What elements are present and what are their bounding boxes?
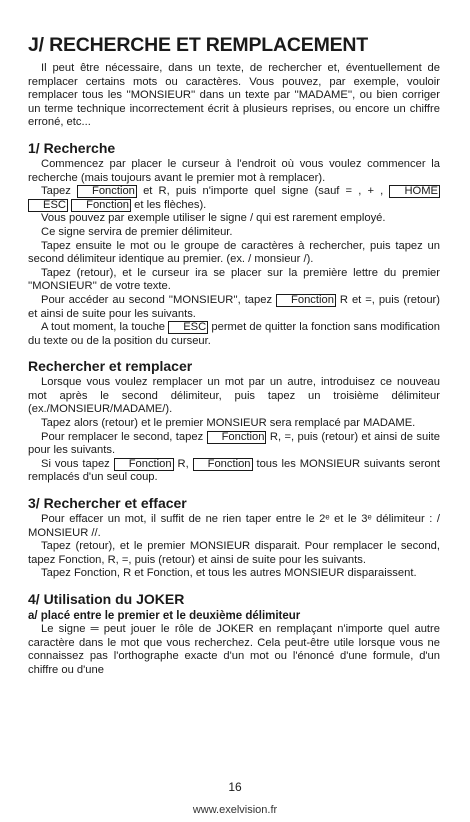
section-1-paragraph-1: Commencez par placer le curseur à l'endroit où vous voulez commencer la recherche (mais toujours avant le premier mot à remplacer). xyxy=(28,157,440,184)
section-4-paragraph-1: Le signe ═ peut jouer le rôle de JOKER en remplaçant n'importe quel autre caractère dans le mot que vous recherchez. Cela peut-être utile lorsque vous ne connaissez pas l'orthographe exacte d'un mot ou l'énoncé d'une formule, d'un chiffre ou d'une xyxy=(28,623,440,676)
document-page xyxy=(28,34,440,677)
section-2-paragraph-1: Lorsque vous voulez remplacer un mot par un autre, introduisez ce nouveau mot après le second délimiteur, puis tapez un troisième délimiteur (ex./MONSIEUR/MADAME/). xyxy=(28,376,440,416)
fonction-key: Fonction xyxy=(71,199,131,212)
section-3-heading: 3/ Rechercher et effacer xyxy=(28,495,187,512)
home-key: HOME xyxy=(389,185,440,198)
section-3-paragraph-1: Pour effacer un mot, il suffit de ne rien taper entre le 2ᵉ et le 3ᵉ délimiteur : / MONSIEUR //. xyxy=(28,513,440,539)
section-3-paragraph-3: Tapez Fonction, R et Fonction, et tous les autres MONSIEUR disparaissent. xyxy=(41,567,417,580)
section-1-paragraph-4: Ce signe servira de premier délimiteur. xyxy=(41,225,233,238)
footer-url: www.exelvision.fr xyxy=(192,804,278,816)
esc-key: ESC xyxy=(28,199,68,212)
fonction-key: Fonction xyxy=(207,431,267,444)
section-1-paragraph-2: Tapez Fonction et R, puis n'importe quel signe (sauf = , + , HOME ESC Fonction et les flèches). xyxy=(28,185,440,212)
section-4-subheading: a/ placé entre le premier et le deuxième délimiteur xyxy=(28,610,301,622)
section-1-paragraph-8: A tout moment, la touche ESC permet de quitter la fonction sans modification du texte ou de la position du curseur. xyxy=(28,321,440,347)
section-2-paragraph-2: Tapez alors (retour) et le premier MONSIEUR sera remplacé par MADAME. xyxy=(41,417,416,430)
section-4-heading: 4/ Utilisation du JOKER xyxy=(28,591,185,607)
page-title: J/ RECHERCHE ET REMPLACEMENT xyxy=(28,34,369,56)
section-3-paragraph-2: Tapez (retour), et le premier MONSIEUR disparait. Pour remplacer le second, tapez Fonction, R, =, puis (retour) et ainsi de suite pour les suivants. xyxy=(28,540,440,566)
esc-key: ESC xyxy=(168,321,208,334)
fonction-key: Fonction xyxy=(77,185,137,198)
intro-paragraph: Il peut être nécessaire, dans un texte, de rechercher et, éventuellement de remplacer certains mots ou caractères. Vous pouvez, par exemple, vouloir remplacer tous les ''MONSIEUR'' dans un texte par ''MADAME'', ou bien corriger un terme technique incorrectement écrit à plusieurs reprises, ou encore un chiffre erroné, etc... xyxy=(28,62,440,129)
section-2-paragraph-4: Si vous tapez Fonction R, Fonction tous les MONSIEUR suivants seront remplacés d'un seul coup. xyxy=(28,457,440,484)
section-1-paragraph-7: Pour accéder au second ''MONSIEUR'', tapez Fonction R et =, puis (retour) et ainsi de suite pour les suivants. xyxy=(28,293,440,320)
page-number: 16 xyxy=(228,780,242,794)
fonction-key: Fonction xyxy=(193,458,253,471)
section-2-paragraph-3: Pour remplacer le second, tapez Fonction R, =, puis (retour) et ainsi de suite pour les suivants. xyxy=(28,430,441,457)
section-1-heading: 1/ Recherche xyxy=(28,139,116,156)
section-1-paragraph-3: Vous pouvez par exemple utiliser le signe / qui est rarement employé. xyxy=(41,212,386,225)
section-1-paragraph-6: Tapez (retour), et le curseur ira se placer sur la première lettre du premier ''MONSIEUR'' de votre texte. xyxy=(28,266,440,293)
section-2-heading: Rechercher et remplacer xyxy=(28,358,193,375)
fonction-key: Fonction xyxy=(114,458,174,471)
section-1-paragraph-5: Tapez ensuite le mot ou le groupe de caractères à rechercher, puis tapez un second délimiteur identique au premier. (ex. / monsieur /). xyxy=(28,239,440,266)
fonction-key: Fonction xyxy=(276,294,336,307)
